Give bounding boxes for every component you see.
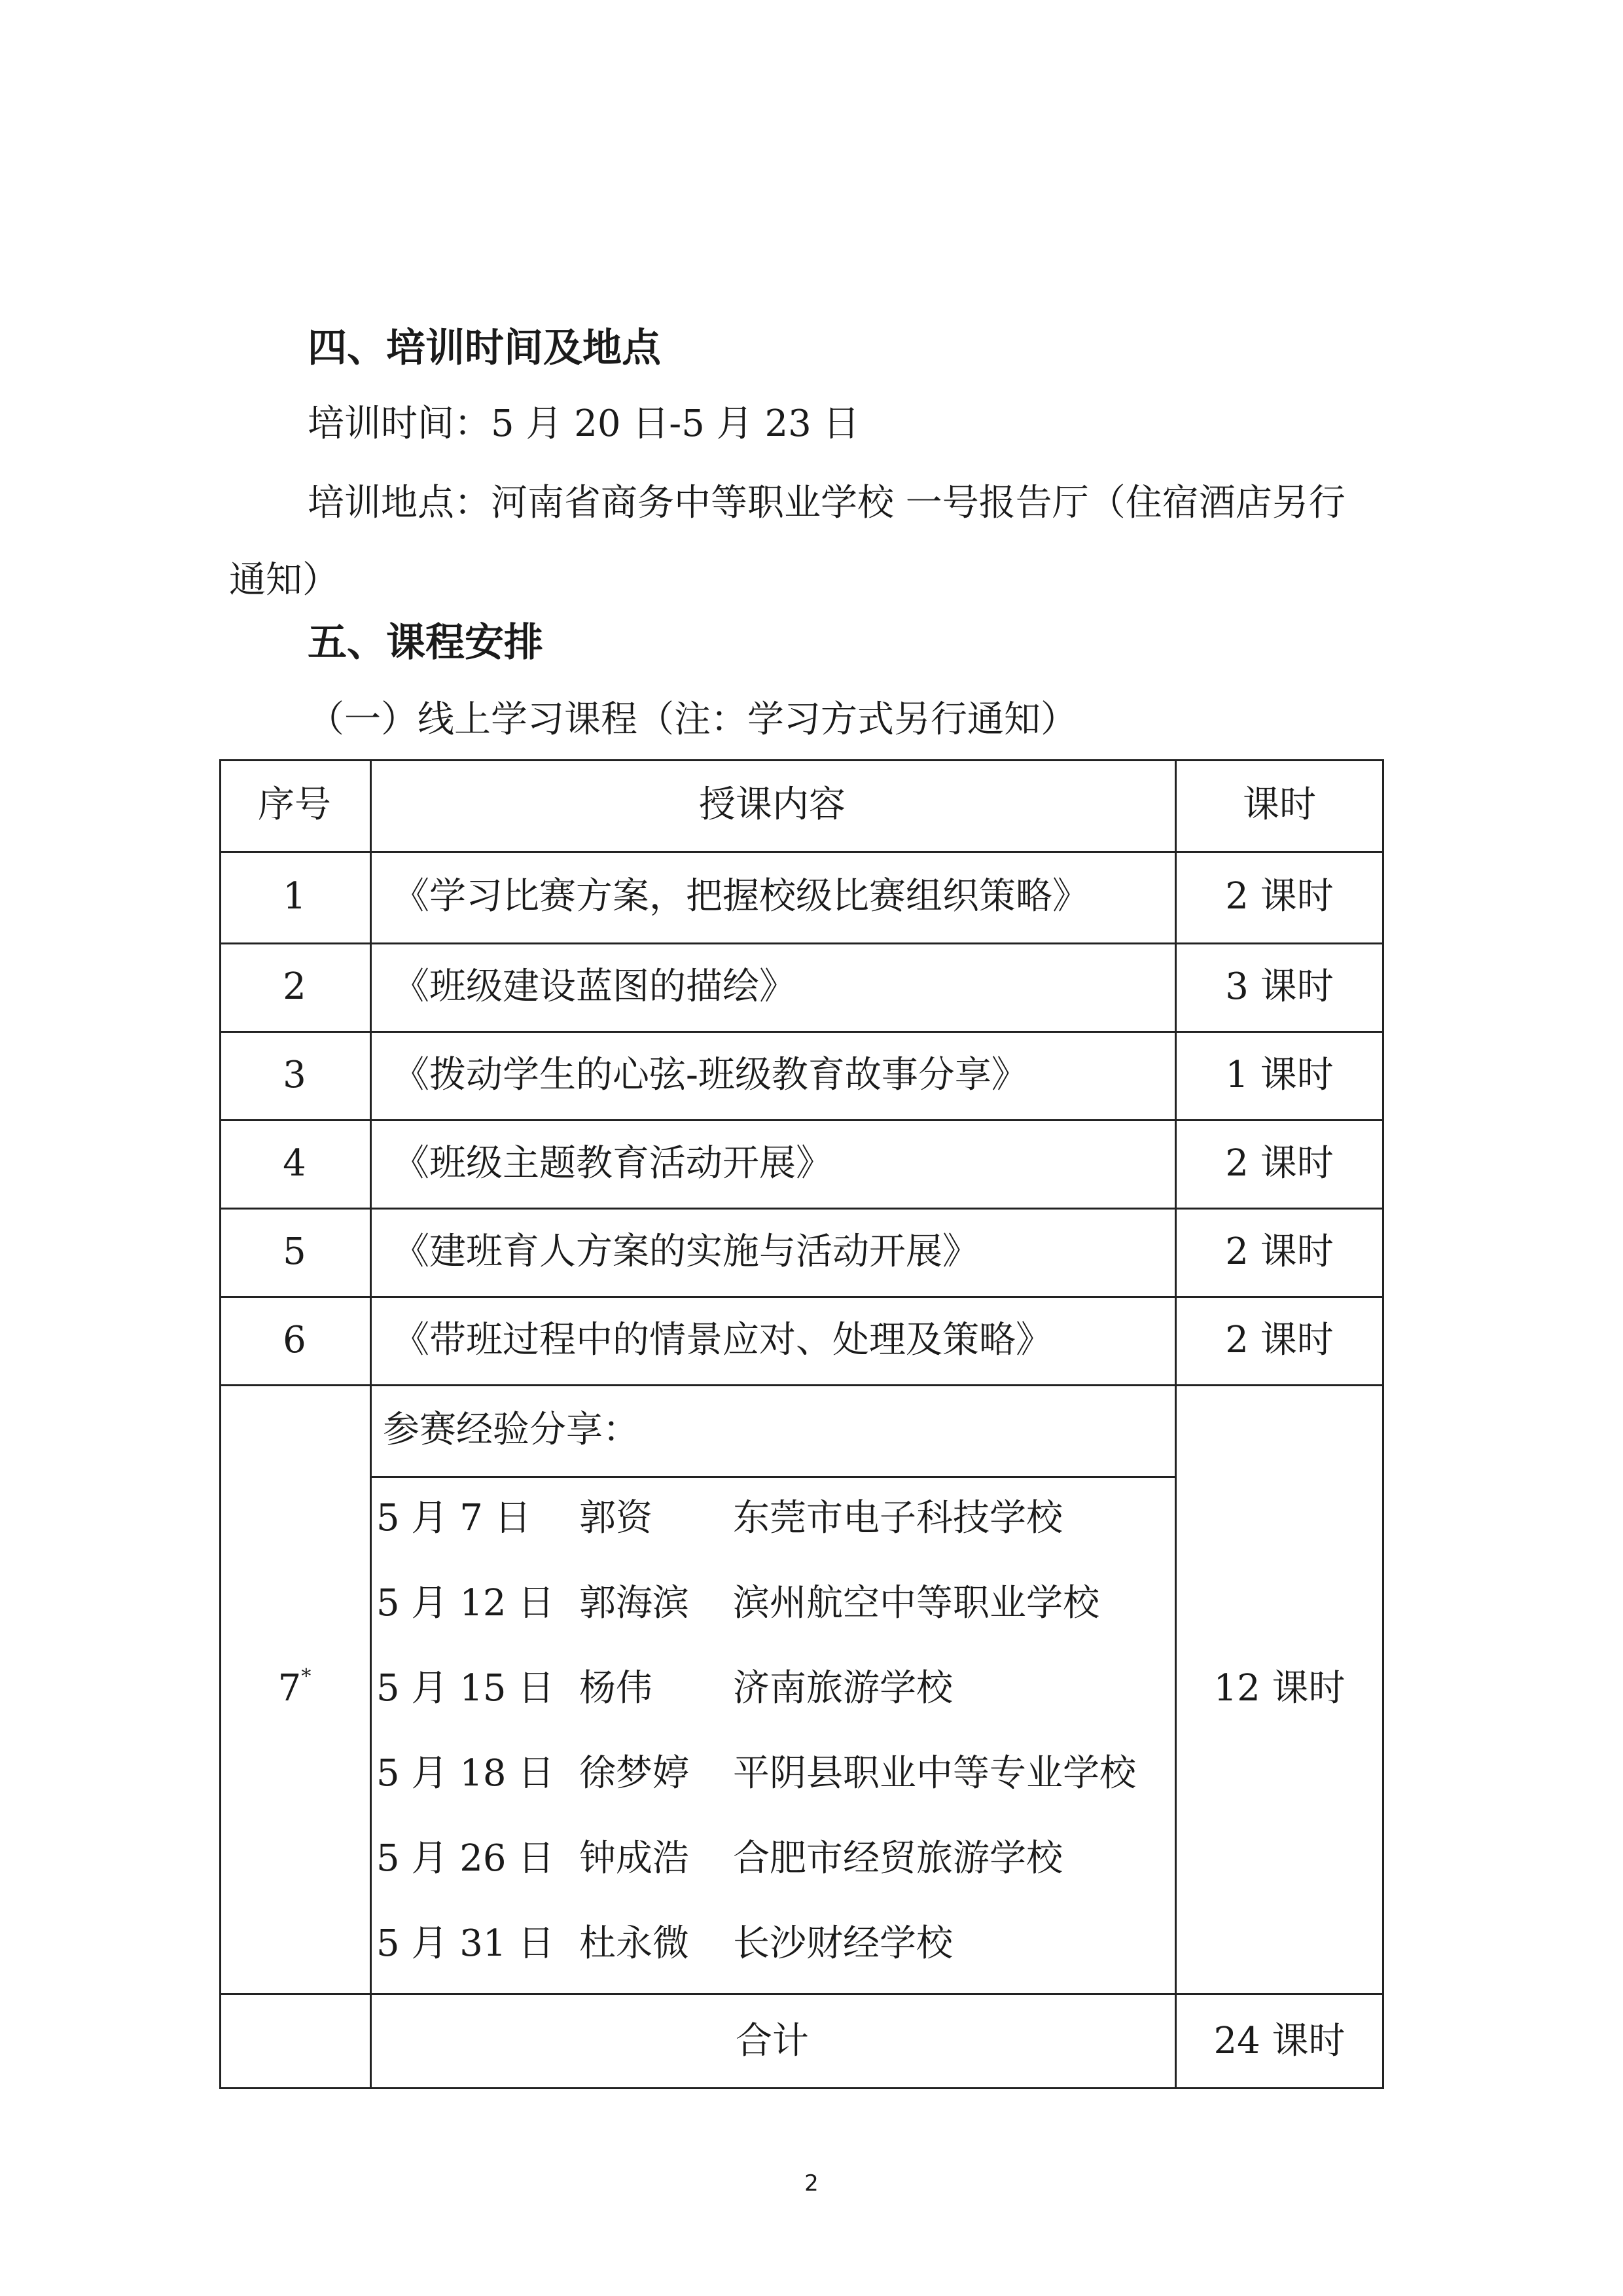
row-7-index-number: 7: [277, 1667, 302, 1710]
schedule-date: 5 月 26 日: [376, 1837, 555, 1880]
section-5-subtitle: （一）线上学习课程（注：学习方式另行通知）: [308, 698, 1077, 741]
row-content: 《学习比赛方案，把握校级比赛组织策略》: [393, 875, 1089, 918]
schedule-school: 平阴县职业中等专业学校: [733, 1752, 1136, 1795]
schedule-school: 东莞市电子科技学校: [733, 1497, 1063, 1539]
schedule-school: 滨州航空中等职业学校: [733, 1582, 1099, 1624]
page-number: 2: [804, 2170, 819, 2197]
experience-sharing-title: 参赛经验分享：: [383, 1408, 639, 1451]
row-content: 《带班过程中的情景应对、处理及策略》: [393, 1318, 1052, 1361]
schedule-school: 合肥市经贸旅游学校: [733, 1837, 1063, 1880]
row-index: 4: [283, 1141, 306, 1185]
row-index: 5: [283, 1230, 306, 1273]
training-location: 培训地点：河南省商务中等职业学校 一号报告厅（住宿酒店另行通知）: [229, 482, 1346, 601]
row-hours: 2 课时: [1225, 875, 1334, 918]
header-hours: 课时: [1243, 783, 1316, 826]
row-content: 《建班育人方案的实施与活动开展》: [393, 1230, 979, 1273]
row-7-index: [219, 1384, 370, 1993]
schedule-school: 济南旅游学校: [733, 1667, 953, 1710]
row-content: 《班级主题教育活动开展》: [393, 1141, 832, 1185]
schedule-speaker: 郭海滨: [579, 1582, 689, 1624]
section-4-heading: 四、培训时间及地点: [308, 325, 661, 371]
schedule-speaker: 杜永微: [579, 1922, 689, 1965]
row-index: 3: [283, 1053, 306, 1096]
total-label: 合计: [736, 2019, 809, 2062]
schedule-date: 5 月 12 日: [376, 1582, 555, 1624]
section-5-heading: 五、课程安排: [308, 620, 543, 666]
header-content: 授课内容: [699, 783, 846, 826]
row-content: 《班级建设蓝图的描绘》: [393, 965, 796, 1008]
schedule-date: 5 月 15 日: [376, 1667, 555, 1710]
row-hours: 2 课时: [1225, 1230, 1334, 1273]
training-time: 培训时间：5 月 20 日-5 月 23 日: [308, 403, 860, 445]
total-hours: 24 课时: [1213, 2019, 1346, 2062]
schedule-speaker: 徐梦婷: [579, 1752, 689, 1795]
schedule-date: 5 月 18 日: [376, 1752, 555, 1795]
table-row-divider: [370, 1476, 1175, 1478]
row-7-hours: 12 课时: [1213, 1667, 1346, 1710]
schedule-speaker: 钟成浩: [579, 1837, 689, 1880]
row-content: 《拨动学生的心弦-班级教育故事分享》: [393, 1053, 1028, 1096]
row-index: 2: [283, 965, 306, 1008]
schedule-date: 5 月 7 日: [376, 1497, 531, 1539]
row-7-index-mark: *: [301, 1665, 312, 1688]
row-index: 1: [283, 875, 306, 918]
row-hours: 1 课时: [1225, 1053, 1334, 1096]
row-index: 6: [283, 1318, 306, 1361]
row-hours: 2 课时: [1225, 1141, 1334, 1185]
row-hours: 3 课时: [1225, 965, 1334, 1008]
schedule-speaker: 郭资: [579, 1497, 652, 1539]
table-col-divider: [370, 759, 372, 2089]
row-hours: 2 课时: [1225, 1318, 1334, 1361]
header-index: 序号: [258, 783, 331, 826]
schedule-school: 长沙财经学校: [733, 1922, 953, 1965]
schedule-date: 5 月 31 日: [376, 1922, 555, 1965]
schedule-speaker: 杨伟: [579, 1667, 652, 1710]
